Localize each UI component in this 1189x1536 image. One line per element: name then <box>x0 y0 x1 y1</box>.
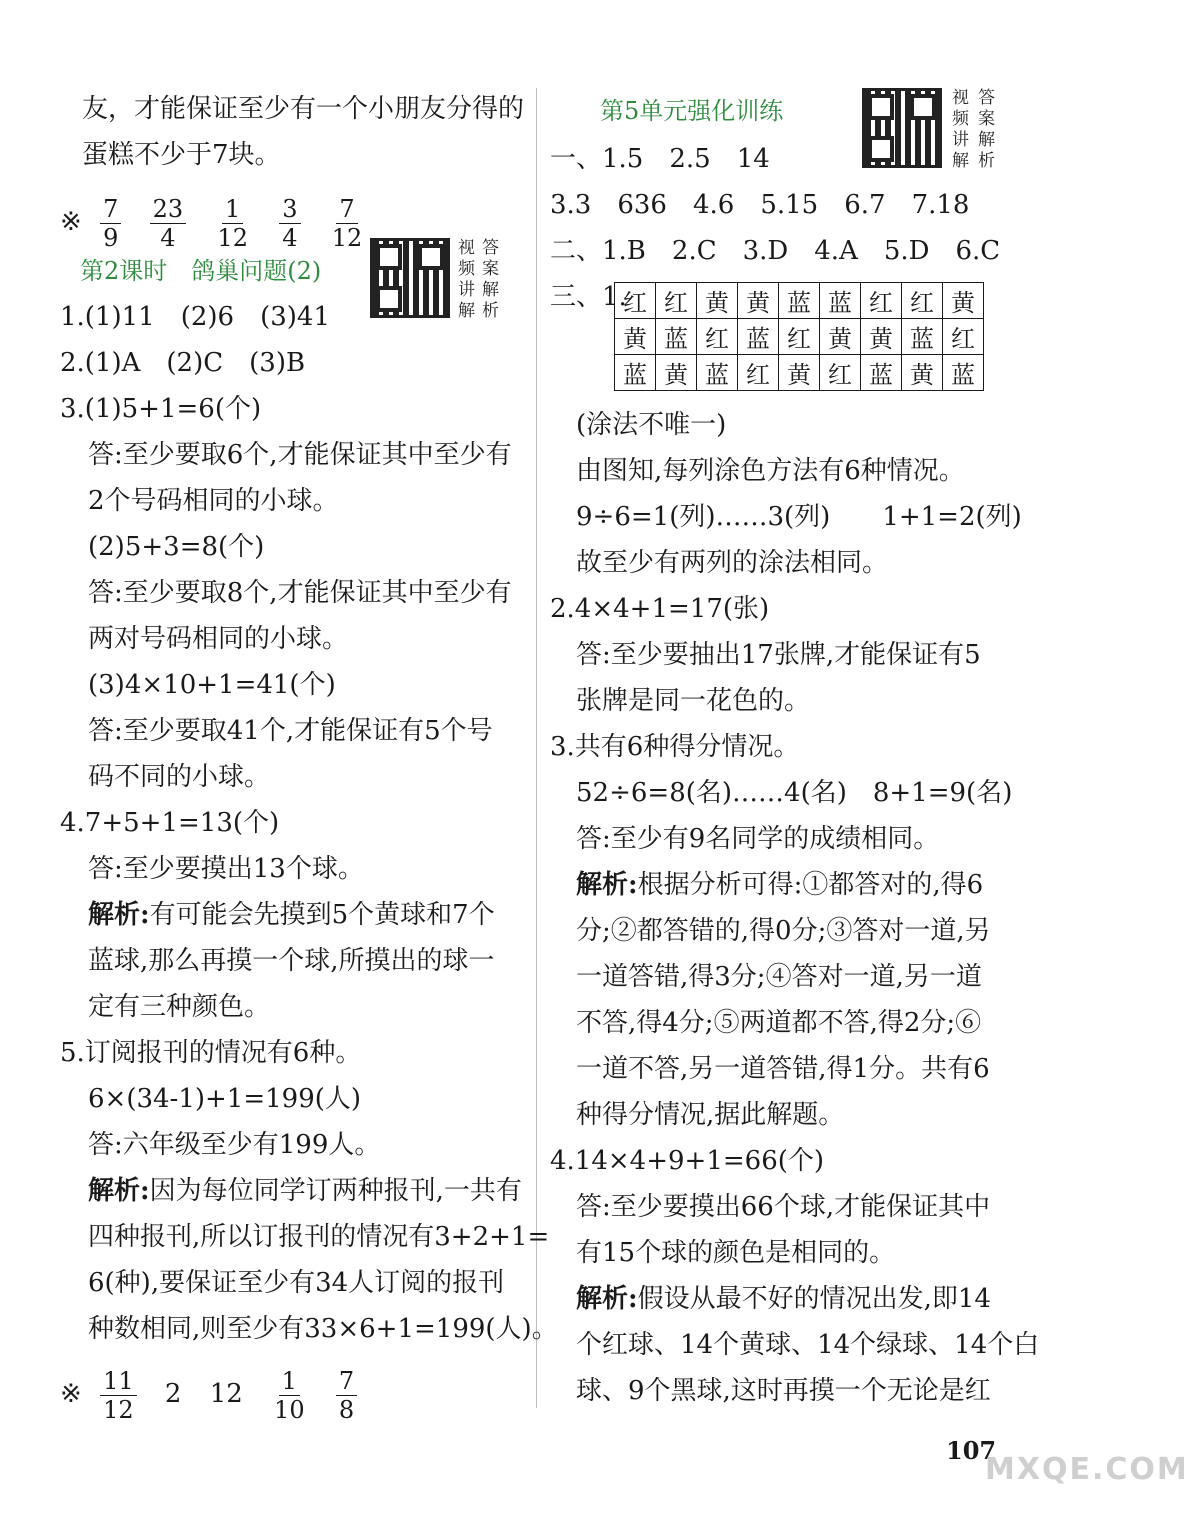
answer-line: 5.订阅报刊的情况有6种。 <box>60 1038 362 1068</box>
text-line: 故至少有两列的涂法相同。 <box>576 548 889 578</box>
whole-number: 2 <box>164 1379 182 1409</box>
grid-cell: 红 <box>738 355 779 391</box>
grid-cell: 黄 <box>615 319 656 355</box>
qr-code-icon[interactable] <box>862 88 942 168</box>
grid-cell: 黄 <box>861 319 902 355</box>
fraction: $\frac{7}{8}$ <box>336 1367 357 1424</box>
grid-cell: 蓝 <box>943 355 984 391</box>
answer-line: 三、1. <box>550 282 627 312</box>
analysis-line: 蓝球,那么再摸一个球,所摸出的球一 <box>88 946 495 976</box>
qr-label: 视频讲解 <box>458 238 475 321</box>
analysis-line: 四种报刊,所以订报刊的情况有3+2+1= <box>88 1222 550 1252</box>
fraction: $\frac{1}{10}$ <box>274 1366 305 1424</box>
grid-cell: 红 <box>943 319 984 355</box>
answer-line: 答:至少要摸出13个球。 <box>88 854 364 884</box>
grid-cell: 蓝 <box>738 319 779 355</box>
grid-cell: 黄 <box>656 355 697 391</box>
fraction: $\frac{7}{12}$ <box>331 194 363 252</box>
text-line: 9÷6=1(列)……3(列) 1+1=2(列) <box>576 502 1022 532</box>
whole-number: 12 <box>209 1379 243 1409</box>
grid-cell: 红 <box>656 283 697 319</box>
grid-row <box>615 283 984 319</box>
fraction: $\frac{23}{4}$ <box>150 195 187 252</box>
grid-row <box>615 319 984 355</box>
answer-line: 4.7+5+1=13(个) <box>60 808 280 838</box>
analysis-line: 种数相同,则至少有33×6+1=199(人)。 <box>88 1314 558 1344</box>
grid-cell: 蓝 <box>861 355 902 391</box>
answer-line: 一、1.5 2.5 14 <box>550 144 770 174</box>
analysis-line: 种得分情况,据此解题。 <box>576 1100 845 1130</box>
reference-mark: ※ <box>60 1379 82 1409</box>
grid-cell: 红 <box>861 283 902 319</box>
answer-line: 二、1.B 2.C 3.D 4.A 5.D 6.C <box>550 236 1001 266</box>
grid-cell: 红 <box>697 319 738 355</box>
text-line: (涂法不唯一) <box>576 410 727 440</box>
answer-line: 3.3 636 4.6 5.15 6.7 7.18 <box>550 190 970 220</box>
qr-code-block[interactable] <box>370 238 510 322</box>
analysis-line: 不答,得4分;⑤两道都不答,得2分;⑥ <box>576 1008 982 1038</box>
grid-row <box>615 355 984 391</box>
analysis-line: 球、9个黑球,这时再摸一个无论是红 <box>576 1376 991 1406</box>
answer-line: (3)4×10+1=41(个) <box>88 670 336 700</box>
fraction-row-1 <box>60 192 375 252</box>
qr-code-icon[interactable] <box>370 238 450 318</box>
section-title: 第5单元强化训练 <box>600 97 784 125</box>
grid-cell: 黄 <box>902 355 943 391</box>
text-line: 答:至少要抽出17张牌,才能保证有5 <box>576 640 981 670</box>
answer-line: 答:至少要取6个,才能保证其中至少有 <box>88 440 512 470</box>
answer-line: 答:至少要取8个,才能保证其中至少有 <box>88 578 512 608</box>
text-line: 52÷6=8(名)……4(名) 8+1=9(名) <box>576 778 1013 808</box>
fraction: $\frac{7}{9}$ <box>100 195 121 252</box>
qr-label: 视频讲解 <box>952 88 969 171</box>
analysis-line: 解析:假设从最不好的情况出发,即14 <box>576 1284 991 1314</box>
text-line: 答:至少要摸出66个球,才能保证其中 <box>576 1192 991 1222</box>
analysis-line: 个红球、14个黄球、14个绿球、14个白 <box>576 1330 1040 1360</box>
answer-line: 两对号码相同的小球。 <box>88 624 349 654</box>
column-divider <box>536 88 537 1408</box>
text-line: 由图知,每列涂色方法有6种情况。 <box>576 456 965 486</box>
watermark: MXQE.COM <box>985 1452 1189 1487</box>
text-line: 张牌是同一花色的。 <box>576 686 811 716</box>
grid-cell: 蓝 <box>615 355 656 391</box>
answer-line: 3.共有6种得分情况。 <box>550 732 800 762</box>
grid-cell: 黄 <box>779 355 820 391</box>
answer-line: 2.4×4+1=17(张) <box>550 594 770 624</box>
text-line: 友，才能保证至少有一个小朋友分得的 <box>82 94 525 124</box>
grid-cell: 黄 <box>943 283 984 319</box>
answer-line: 2个号码相同的小球。 <box>88 486 339 516</box>
answer-line: 3.(1)5+1=6(个) <box>60 394 262 424</box>
text-line: 蛋糕不少于7块。 <box>82 140 281 170</box>
grid-cell: 红 <box>779 319 820 355</box>
grid-cell: 红 <box>820 355 861 391</box>
analysis-line: 解析:根据分析可得:①都答对的,得6 <box>576 870 984 900</box>
fraction-row-2 <box>60 1364 367 1424</box>
analysis-line: 解析:有可能会先摸到5个黄球和7个 <box>88 900 495 930</box>
text-line: 有15个球的颜色是相同的。 <box>576 1238 896 1268</box>
reference-mark: ※ <box>60 207 82 237</box>
grid-cell: 黄 <box>697 283 738 319</box>
answer-line: 码不同的小球。 <box>88 762 271 792</box>
section-title: 第2课时 鸽巢问题(2) <box>80 257 322 285</box>
analysis-line: 分;②都答错的,得0分;③答对一道,另 <box>576 916 991 946</box>
answer-line: 答:六年级至少有199人。 <box>88 1130 381 1160</box>
text-line: 答:至少有9名同学的成绩相同。 <box>576 824 940 854</box>
analysis-line: 定有三种颜色。 <box>88 992 271 1022</box>
grid-cell: 蓝 <box>697 355 738 391</box>
qr-code-block[interactable] <box>862 88 1012 172</box>
answer-line: (2)5+3=8(个) <box>88 532 265 562</box>
answer-line: 6×(34-1)+1=199(人) <box>88 1084 362 1114</box>
grid-cell: 蓝 <box>779 283 820 319</box>
fraction: $\frac{3}{4}$ <box>279 195 300 252</box>
answer-line: 答:至少要取41个,才能保证有5个号 <box>88 716 493 746</box>
fraction: $\frac{11}{12}$ <box>100 1367 137 1424</box>
grid-cell: 蓝 <box>820 283 861 319</box>
page-number: 107 <box>946 1436 997 1465</box>
fraction: $\frac{1}{12}$ <box>217 194 248 252</box>
analysis-line: 一道答错,得3分;④答对一道,另一道 <box>576 962 982 992</box>
grid-cell: 黄 <box>820 319 861 355</box>
grid-cell: 黄 <box>738 283 779 319</box>
grid-cell: 红 <box>615 283 656 319</box>
analysis-line: 6(种),要保证至少有34人订阅的报刊 <box>88 1268 505 1298</box>
grid-cell: 红 <box>902 283 943 319</box>
qr-label: 答案解析 <box>978 88 995 171</box>
color-grid <box>614 282 984 391</box>
answer-line: 1.(1)11 (2)6 (3)41 <box>60 302 331 332</box>
grid-cell: 蓝 <box>902 319 943 355</box>
answer-line: 4.14×4+9+1=66(个) <box>550 1146 825 1176</box>
grid-cell: 蓝 <box>656 319 697 355</box>
answer-line: 2.(1)A (2)C (3)B <box>60 348 306 378</box>
analysis-line: 一道不答,另一道答错,得1分。共有6 <box>576 1054 990 1084</box>
analysis-line: 解析:因为每位同学订两种报刊,一共有 <box>88 1176 522 1206</box>
qr-label: 答案解析 <box>482 238 499 321</box>
